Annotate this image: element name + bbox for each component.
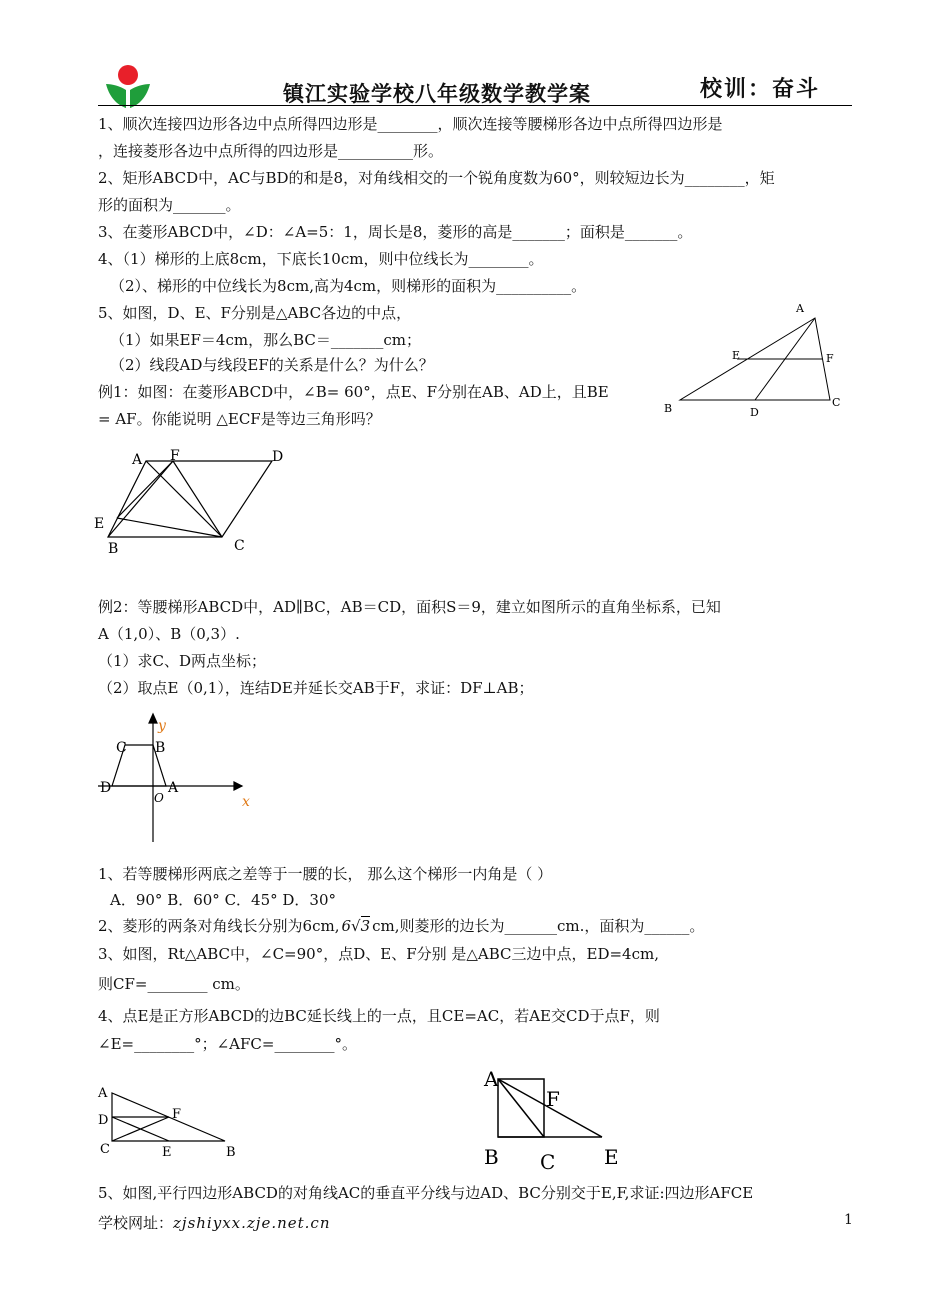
square-label-b: B	[484, 1145, 499, 1169]
practice-2	[98, 916, 704, 936]
square-label-a: A	[484, 1067, 499, 1091]
rt-label-b: B	[226, 1145, 236, 1160]
footer	[98, 1212, 330, 1233]
right-triangle-figure	[92, 1080, 252, 1160]
practice-3-line-a: 3、如图，Rt△ABC中，∠C=90°，点D、E、F分别 是△ABC三边中点，ED=4cm,	[98, 945, 659, 963]
tri-label-c: C	[832, 396, 841, 409]
tri-label-b: B	[664, 402, 673, 415]
rhombus-figure	[88, 440, 298, 560]
square-label-c: C	[540, 1150, 556, 1174]
q2-line-b: 形的面积为_______。	[98, 196, 241, 214]
practice-5: 5、如图,平行四边形ABCD的对角线AC的垂直平分线与边AD、BC分别交于E,F,求证:四边形AFCE	[98, 1184, 754, 1202]
square-extension-figure	[478, 1064, 628, 1174]
coord-label-c: C	[116, 740, 127, 756]
coefficient-six: 6	[341, 917, 352, 935]
q5-part-1: （1）如果EF＝4cm，那么BC＝_______cm；	[110, 331, 421, 349]
example2-part-1: （1）求C、D两点坐标；	[98, 652, 267, 670]
square-label-f: F	[546, 1087, 560, 1111]
tri-label-a: A	[796, 302, 804, 315]
rt-label-a: A	[98, 1086, 108, 1101]
practice-1: 1、若等腰梯形两底之差等于一腰的长， 那么这个梯形一内角是（ ）	[98, 865, 553, 883]
rhombus-label-e: E	[94, 516, 105, 532]
rt-label-e: E	[162, 1145, 172, 1160]
q2-line-a: 2、矩形ABCD中，AC与BD的和是8，对角线相交的一个锐角度数为60°，则较短边长为________，矩	[98, 169, 775, 187]
rhombus-label-c: C	[234, 538, 245, 554]
coord-label-d: D	[100, 780, 112, 796]
example2-line-b: A（1,0）、B（0,3）.	[98, 625, 240, 643]
y-axis-label: y	[158, 718, 166, 734]
rhombus-label-a: A	[132, 452, 143, 468]
q1-line-a: 1、顺次连接四边形各边中点所得四边形是________，顺次连接等腰梯形各边中点所得四边形是	[98, 115, 723, 133]
example2-part-2: （2）取点E（0,1），连结DE并延长交AB于F，求证：DF⊥AB；	[98, 679, 534, 697]
six-sqrt-three	[341, 917, 370, 935]
example2-line-a: 例2：等腰梯形ABCD中，AD∥BC，AB＝CD，面积S＝9，建立如图所示的直角坐标系，已知	[98, 598, 721, 616]
q1-line-b: ，连接菱形各边中点所得的四边形是__________形。	[98, 142, 444, 160]
practice-4-line-b: ∠E=________°；∠AFC=________°。	[98, 1035, 357, 1053]
rt-label-c: C	[100, 1142, 110, 1157]
practice-3-line-b: 则CF=________ cm。	[98, 975, 250, 993]
radicand-three: 3	[360, 917, 371, 935]
example1-line-a: 例1：如图：在菱形ABCD中，∠B= 60°，点E、F分别在AB、AD上，且BE	[98, 383, 609, 401]
practice-2-suffix: cm,则菱形的边长为_______cm.，面积为______。	[372, 917, 705, 935]
q5-line: 5、如图，D、E、F分别是△ABC各边的中点，	[98, 304, 412, 322]
q3-line: 3、在菱形ABCD中，∠D：∠A=5：1，周长是8，菱形的高是_______；面积是_______。	[98, 223, 693, 241]
tri-label-e: E	[732, 349, 741, 362]
origin-label: O	[154, 791, 164, 805]
example1-line-b: = AF。你能说明 △ECF是等边三角形吗？	[98, 410, 381, 428]
q5-part-2: （2）线段AD与线段EF的关系是什么？为什么？	[110, 356, 434, 374]
footer-label: 学校网址：	[98, 1214, 174, 1232]
coordinate-trapezoid-figure	[92, 710, 272, 850]
practice-1-options: A．90° B．60° C．45° D．30°	[110, 891, 337, 909]
rhombus-label-b: B	[108, 541, 119, 557]
rt-label-f: F	[172, 1107, 182, 1122]
tri-label-d: D	[750, 406, 759, 419]
header-rule	[98, 105, 852, 106]
q4-line-b: （2）、梯形的中位线长为8cm,高为4cm，则梯形的面积为__________。	[110, 277, 587, 295]
rt-label-d: D	[98, 1113, 109, 1128]
q4-line-a: 4、（1）梯形的上底8cm，下底长10cm，则中位线长为________。	[98, 250, 544, 268]
page-number: 1	[844, 1212, 853, 1228]
practice-2-prefix: 2、菱形的两条对角线长分别为6cm,	[98, 917, 340, 935]
school-motto: 校训：奋斗	[700, 77, 821, 102]
square-label-e: E	[604, 1145, 619, 1169]
x-axis-label: x	[242, 794, 250, 810]
rhombus-label-d: D	[272, 449, 284, 465]
coord-label-a: A	[168, 780, 179, 796]
page-title: 镇江实验学校八年级数学教学案	[283, 82, 591, 106]
school-website-url: zjshiyxx.zje.net.cn	[173, 1214, 331, 1232]
coord-label-b: B	[155, 740, 166, 756]
practice-4-line-a: 4、点E是正方形ABCD的边BC延长线上的一点，且CE=AC，若AE交CD于点F，则	[98, 1007, 660, 1025]
sqrt-sign: √	[351, 917, 361, 935]
rhombus-label-f: F	[170, 448, 180, 464]
tri-label-f: F	[826, 352, 834, 365]
triangle-midpoints-figure	[660, 298, 850, 420]
